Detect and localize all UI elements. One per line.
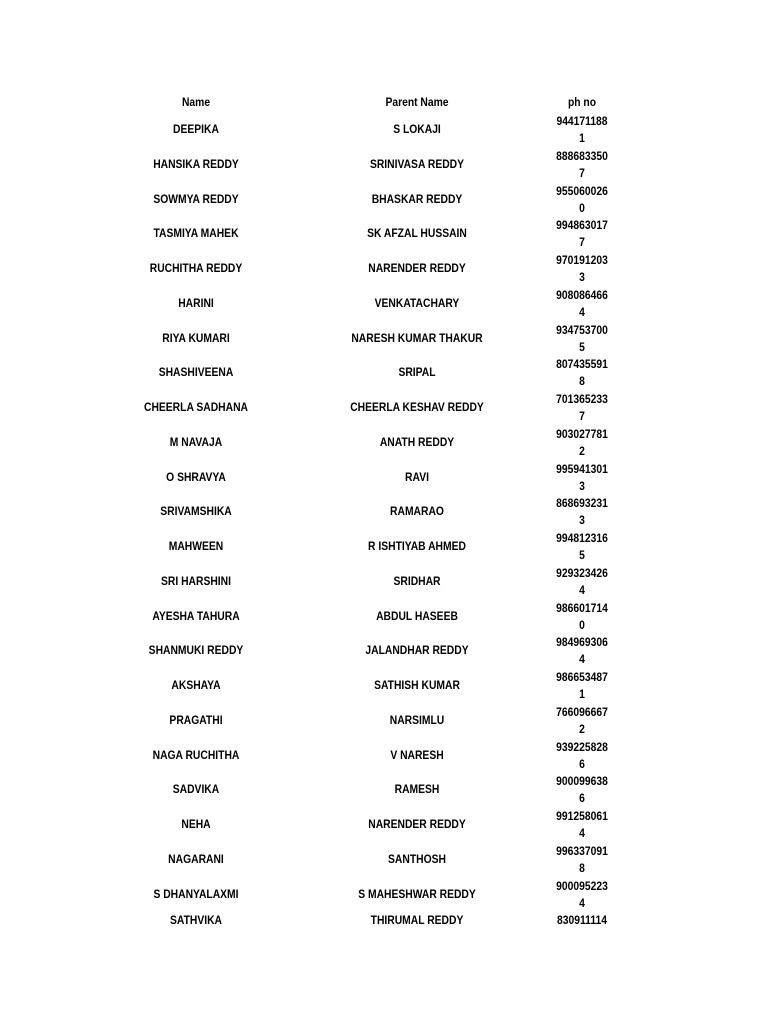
parent-name: BHASKAR REDDY: [371, 191, 463, 206]
phone-number: [537, 739, 626, 773]
phone-number-line-2: 4: [579, 895, 585, 910]
phone-number-line-1: 766096667: [556, 704, 608, 719]
parent-name: V NARESH: [390, 747, 444, 762]
phone-number-line-1: 830911114: [557, 913, 607, 928]
phone-number-line-1: 888683350: [556, 148, 608, 163]
phone-number-line-1: 944171188: [556, 114, 608, 128]
parent-name: SRIPAL: [398, 365, 436, 380]
phone-number-line-1: 903027781: [556, 426, 608, 441]
phone-number: [537, 461, 626, 495]
phone-number-line-2: 2: [579, 443, 585, 458]
phone-number-line-1: 984969306: [556, 635, 608, 650]
phone-number-line-1: 900095223: [556, 878, 608, 893]
student-name: HANSIKA REDDY: [153, 156, 239, 171]
phone-number: [537, 565, 626, 599]
phone-number-line-2: 5: [579, 548, 585, 562]
phone-number: [537, 391, 626, 425]
phone-number: [537, 634, 626, 668]
phone-number-line-1: 996337091: [556, 843, 608, 858]
phone-number: [537, 912, 626, 929]
parent-name: S MAHESHWAR REDDY: [358, 886, 476, 901]
parent-name: ABDUL HASEEB: [376, 608, 458, 623]
parent-name: NARENDER REDDY: [368, 261, 466, 275]
parent-name: R ISHTIYAB AHMED: [368, 539, 466, 553]
student-name: SRI HARSHINI: [161, 573, 231, 588]
phone-number: [537, 495, 626, 529]
phone-number-line-1: 955060026: [556, 183, 608, 198]
phone-number-line-1: 994812316: [556, 531, 608, 545]
parent-name: SATHISH KUMAR: [374, 678, 460, 692]
phone-number-line-2: 0: [579, 617, 585, 632]
phone-number-line-2: 3: [579, 478, 585, 493]
phone-number-line-1: 900099638: [556, 774, 608, 789]
student-name: SRIVAMSHIKA: [160, 504, 232, 519]
phone-number-line-2: 4: [579, 304, 585, 319]
header-parent-name: Parent Name: [385, 95, 449, 109]
student-name: SADVIKA: [172, 782, 220, 797]
phone-number: [537, 808, 626, 842]
parent-name: RAMARAO: [390, 504, 444, 519]
parent-name: S LOKAJI: [393, 122, 441, 136]
phone-number-line-1: 986653487: [556, 670, 608, 684]
student-name: TASMIYA MAHEK: [153, 226, 239, 241]
phone-number-line-2: 4: [579, 826, 585, 840]
student-name: SHASHIVEENA: [158, 365, 234, 380]
student-name: DEEPIKA: [173, 122, 219, 136]
parent-name: CHEERLA KESHAV REDDY: [350, 400, 484, 414]
parent-name: SANTHOSH: [388, 851, 446, 866]
parent-name: JALANDHAR REDDY: [365, 643, 469, 658]
phone-number-line-1: 986601714: [556, 600, 608, 615]
phone-number: [537, 600, 626, 634]
parent-name: RAVI: [405, 469, 429, 484]
phone-number: [537, 322, 626, 356]
student-name: SATHVIKA: [169, 913, 222, 928]
phone-number: [537, 530, 626, 564]
student-name: AYESHA TAHURA: [152, 608, 240, 623]
phone-number-line-1: 908086466: [556, 287, 608, 302]
phone-number-line-2: 6: [579, 791, 585, 806]
phone-number: [537, 773, 626, 807]
student-name: NEHA: [181, 817, 211, 831]
phone-number: [537, 669, 626, 703]
student-name: AKSHAYA: [171, 678, 221, 692]
parent-name: NARESH KUMAR THAKUR: [351, 330, 483, 345]
phone-number-line-1: 939225828: [556, 739, 608, 754]
student-name: S DHANYALAXMI: [153, 886, 239, 901]
header-name: Name: [181, 95, 211, 109]
phone-number: [537, 878, 626, 912]
parent-name: VENKATACHARY: [374, 295, 460, 310]
student-name: SOWMYA REDDY: [153, 191, 239, 206]
parent-name: SK AFZAL HUSSAIN: [367, 226, 467, 241]
parent-name: ANATH REDDY: [379, 434, 455, 449]
phone-number: [537, 113, 626, 147]
phone-number-line-2: 7: [579, 165, 585, 180]
phone-number: [537, 183, 626, 217]
phone-number-line-2: 5: [579, 339, 585, 354]
phone-number: [537, 252, 626, 286]
parent-name: SRIDHAR: [393, 573, 441, 588]
phone-number: [537, 704, 626, 738]
student-name: MAHWEEN: [168, 539, 224, 553]
phone-number: [537, 287, 626, 321]
phone-number-line-1: 807435591: [556, 357, 608, 372]
header-phone: ph no: [567, 95, 597, 109]
parent-name: NARSIMLU: [389, 712, 445, 727]
student-name: PRAGATHI: [169, 712, 223, 727]
student-name: NAGARANI: [168, 851, 224, 866]
phone-number-line-1: 991258061: [556, 809, 608, 823]
phone-number-line-1: 995941301: [556, 461, 608, 476]
phone-number: [537, 217, 626, 251]
parent-name: SRINIVASA REDDY: [369, 156, 465, 171]
student-name: SHANMUKI REDDY: [148, 643, 244, 658]
phone-number-line-2: 1: [579, 131, 585, 145]
student-name: HARINI: [178, 295, 214, 310]
parent-name: RAMESH: [394, 782, 440, 797]
phone-number-line-1: 994863017: [556, 218, 608, 233]
parent-name: NARENDER REDDY: [368, 817, 466, 831]
student-name: M NAVAJA: [169, 434, 223, 449]
student-name: NAGA RUCHITHA: [152, 747, 240, 762]
phone-number: [537, 426, 626, 460]
phone-number-line-2: 0: [579, 200, 585, 215]
student-name: O SHRAVYA: [166, 469, 226, 484]
student-name: CHEERLA SADHANA: [144, 400, 248, 414]
phone-number-line-2: 3: [579, 513, 585, 528]
phone-number-line-2: 8: [579, 860, 585, 875]
phone-number-line-1: 934753700: [556, 322, 608, 337]
phone-number-line-2: 4: [579, 582, 585, 597]
phone-number-line-2: 4: [579, 652, 585, 667]
phone-number: [537, 843, 626, 877]
phone-number-line-2: 7: [579, 409, 585, 423]
phone-number-line-2: 2: [579, 721, 585, 736]
phone-number-line-1: 970191203: [556, 253, 608, 267]
phone-number: [537, 356, 626, 390]
phone-number: [537, 148, 626, 182]
phone-number-line-1: 701365233: [556, 392, 608, 406]
phone-number-line-2: 8: [579, 374, 585, 389]
student-name: RIYA KUMARI: [162, 330, 230, 345]
phone-number-line-2: 1: [579, 687, 585, 701]
phone-number-line-1: 929323426: [556, 565, 608, 580]
phone-number-line-2: 6: [579, 756, 585, 771]
phone-number-line-2: 7: [579, 235, 585, 250]
parent-name: THIRUMAL REDDY: [370, 913, 464, 928]
phone-number-line-2: 3: [579, 270, 585, 284]
phone-number-line-1: 868693231: [556, 496, 608, 511]
student-name: RUCHITHA REDDY: [149, 261, 243, 275]
